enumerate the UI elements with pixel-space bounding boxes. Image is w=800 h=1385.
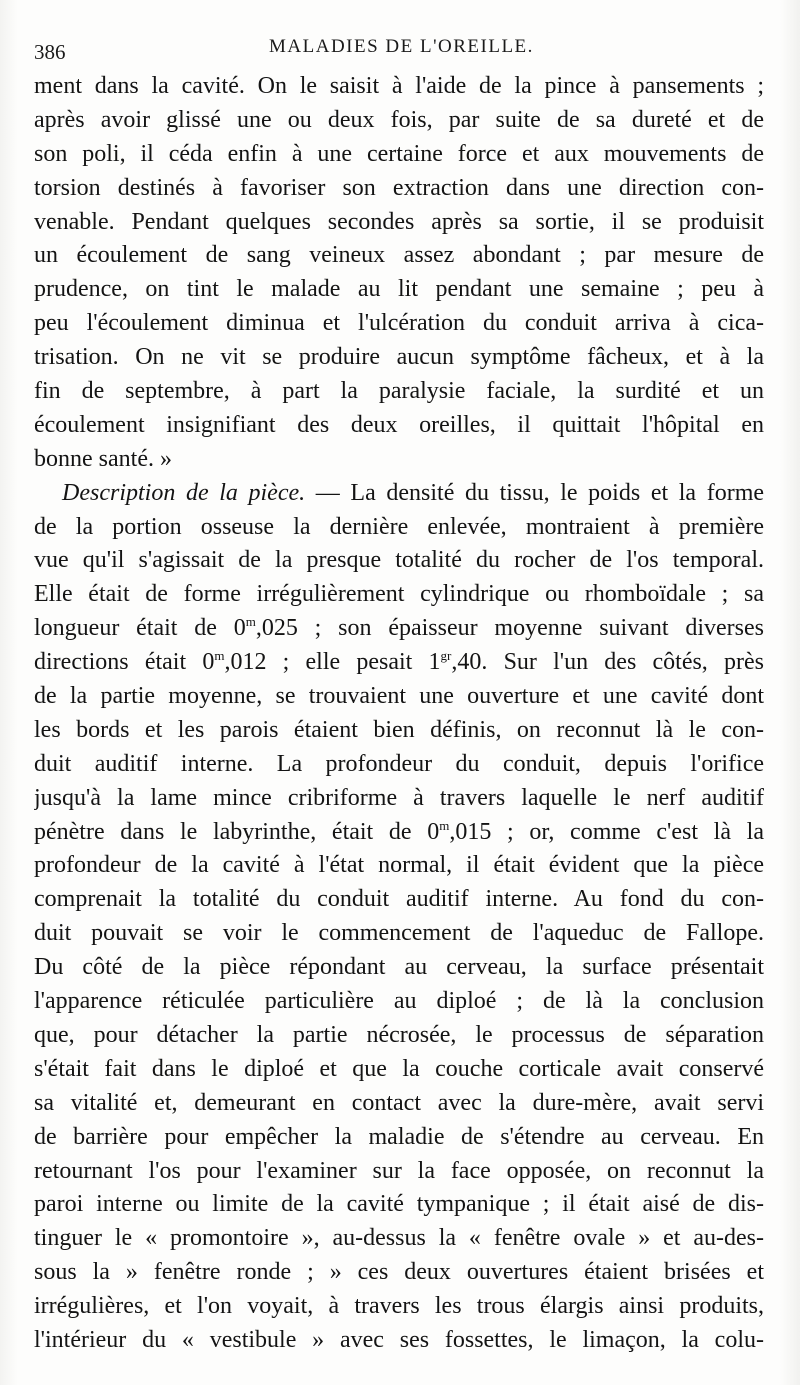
text-line: duit pouvait se voir le commencement de l'aqueduc de Fallope. xyxy=(34,920,764,947)
text-line: de la portion osseuse la dernière enlevée, montraient à première xyxy=(34,513,764,540)
text-line: fin de septembre, à part la paralysie faciale, la surdité et un xyxy=(34,378,764,405)
text-line: profondeur de la cavité à l'état normal, il était évident que la pièce xyxy=(34,852,764,879)
body-text xyxy=(34,70,764,1358)
text-fragment: ,40. Sur l'un des côtés, près xyxy=(451,649,764,676)
text-fragment: ,025 ; son épaisseur moyenne suivant diverses xyxy=(255,615,764,642)
text-fragment: pénètre dans le labyrinthe, était de 0 xyxy=(34,818,440,845)
text-line xyxy=(34,612,764,646)
text-fragment: La densité du tissu, le poids et la forme xyxy=(350,479,764,506)
text-line: trisation. On ne vit se produire aucun symptôme fâcheux, et à la xyxy=(34,344,764,371)
text-line: l'intérieur du « vestibule » avec ses fossettes, le limaçon, la colu- xyxy=(34,1326,764,1353)
text-line: Elle était de forme irrégulièrement cylindrique ou rhomboïdale ; sa xyxy=(34,581,764,608)
unit-superscript: gr xyxy=(440,648,452,664)
em-dash: — xyxy=(305,479,351,506)
text-line: prudence, on tint le malade au lit pendant une semaine ; peu à xyxy=(34,276,764,303)
text-line: torsion destinés à favoriser son extraction dans une direction con- xyxy=(34,174,764,201)
text-line: de la partie moyenne, se trouvaient une ouverture et une cavité dont xyxy=(34,683,764,710)
text-fragment: longueur était de 0 xyxy=(34,615,246,642)
text-line: écoulement insignifiant des deux oreilles, il quittait l'hôpital en xyxy=(34,411,764,438)
text-line: peu l'écoulement diminua et l'ulcération du conduit arriva à cica- xyxy=(34,310,764,337)
text-line: l'apparence réticulée particulière au diploé ; de là la conclusion xyxy=(34,988,764,1015)
paragraph-continuation xyxy=(34,70,764,477)
text-line: duit auditif interne. La profondeur du conduit, depuis l'orifice xyxy=(34,750,764,777)
text-line: jusqu'à la lame mince cribriforme à travers laquelle le nerf auditif xyxy=(34,784,764,811)
text-line: ment dans la cavité. On le saisit à l'aide de la pince à pansements ; xyxy=(34,73,764,99)
text-line: son poli, il céda enfin à une certaine force et aux mouvements de xyxy=(34,140,764,167)
text-line: que, pour détacher la partie nécrosée, le processus de séparation xyxy=(34,1021,764,1048)
text-line: tinguer le « promontoire », au-dessus la « fenêtre ovale » et au-des- xyxy=(34,1225,764,1252)
text-line: après avoir glissé une ou deux fois, par suite de sa dureté et de xyxy=(34,106,764,133)
text-line: un écoulement de sang veineux assez abondant ; par mesure de xyxy=(34,242,764,269)
text-line: retournant l'os pour l'examiner sur la face opposée, on reconnut la xyxy=(34,1157,764,1184)
section-title: Description de la pièce. xyxy=(62,479,306,506)
text-line: les bords et les parois étaient bien définis, on reconnut là le con- xyxy=(34,716,764,743)
text-line: venable. Pendant quelques secondes après sa sortie, il se produisit xyxy=(34,208,764,235)
paragraph-description xyxy=(34,477,764,1358)
page-number: 386 xyxy=(34,40,66,64)
text-line: s'était fait dans le diploé et que la couche corticale avait conservé xyxy=(34,1055,764,1082)
text-fragment: directions était 0 xyxy=(34,649,215,676)
text-line: irrégulières, et l'on voyait, à travers les trous élargis ainsi produits, xyxy=(34,1293,764,1320)
text-line xyxy=(34,816,764,850)
text-line: paroi interne ou limite de la cavité tympanique ; il était aisé de dis- xyxy=(34,1191,764,1218)
page-header xyxy=(34,30,764,66)
text-line xyxy=(34,646,764,680)
text-line: sous la » fenêtre ronde ; » ces deux ouvertures étaient brisées et xyxy=(34,1259,764,1286)
text-line: comprenait la totalité du conduit auditif interne. Au fond du con- xyxy=(34,886,764,913)
text-line: bonne santé. » xyxy=(34,445,172,472)
text-line: de barrière pour empêcher la maladie de s'étendre au cerveau. En xyxy=(34,1123,764,1150)
text-line: Du côté de la pièce répondant au cerveau, la surface présentait xyxy=(34,954,764,981)
text-fragment: ,012 ; elle pesait 1 xyxy=(224,649,441,676)
unit-superscript: m xyxy=(439,817,450,833)
running-head: MALADIES DE L'OREILLE. xyxy=(269,36,534,57)
text-fragment: ,015 ; or, comme c'est là la xyxy=(449,818,764,845)
unit-superscript: m xyxy=(245,614,256,630)
unit-superscript: m xyxy=(214,648,225,664)
text-line: vue qu'il s'agissait de la presque totalité du rocher de l'os temporal. xyxy=(34,547,764,574)
text-line xyxy=(34,477,764,511)
text-line: sa vitalité et, demeurant en contact avec la dure-mère, avait servi xyxy=(34,1089,764,1116)
